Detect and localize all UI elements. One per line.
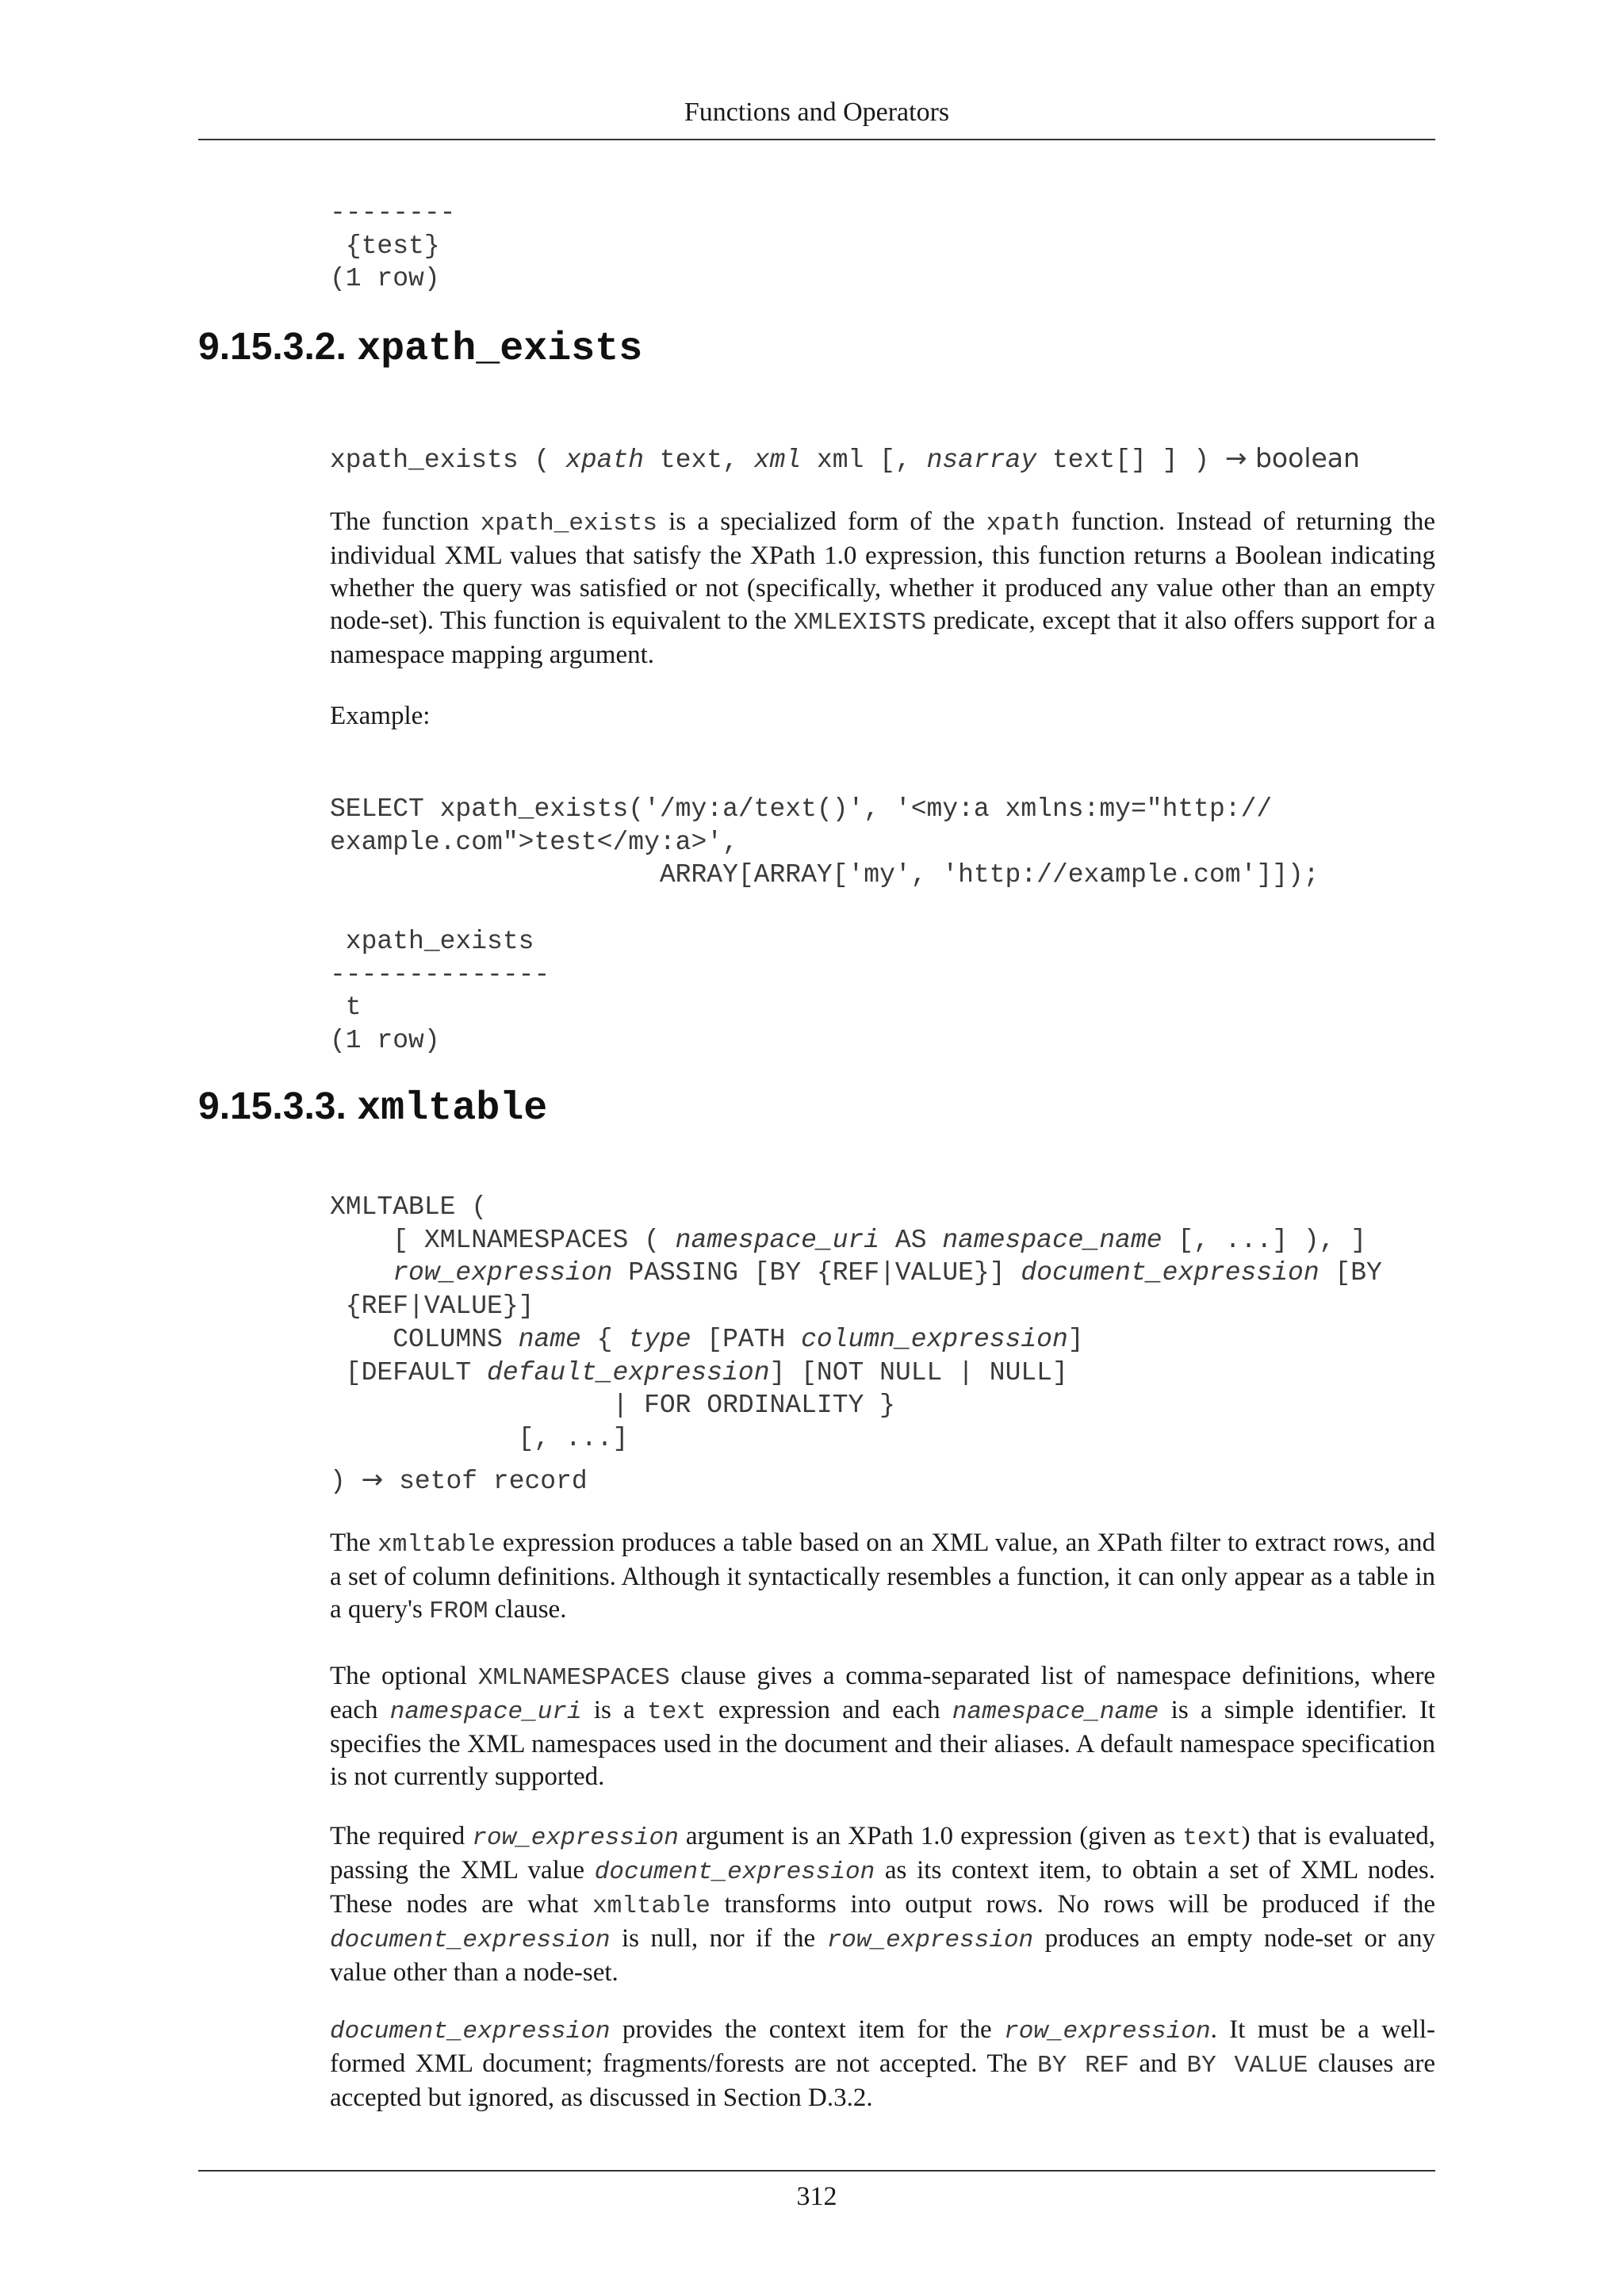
section-title: xpath_exists (357, 327, 643, 372)
returns-arrow-icon: → (1224, 442, 1247, 473)
section-number: 9.15.3.3. (198, 1085, 347, 1127)
synopsis-text: text, (644, 446, 754, 475)
paragraph-row-expression: The required row_expression argument is an XPath 1.0 expression (given as text) that is evaluated, passing the XML value document_expression as its context item, to obtain a set of XML nodes. These nodes are what xmltable transforms into output rows. No rows will be produced if the document_expression is null, nor if the row_expression produces an empty node-set or any value other than a node-set. (330, 1822, 1436, 1987)
returns-arrow-icon: → (361, 1464, 384, 1494)
section-title: xmltable (357, 1086, 548, 1131)
synopsis-text: xpath_exists ( (330, 446, 566, 475)
function-synopsis-xpath-exists (330, 441, 1360, 478)
function-synopsis-xmltable-return: ) → setof record (330, 1464, 588, 1496)
synopsis-param: xml (753, 446, 802, 475)
section-number: 9.15.3.2. (198, 326, 347, 368)
header-rule (198, 139, 1435, 140)
code-block-xpath-exists-example: SELECT xpath_exists('/my:a/text()', '<my:a xmlns:my="http:// example.com">test</my:a>', ARRAY[ARRAY['my', 'http://example.com']]); xpath_exists -------------- t (1 row) (330, 794, 1320, 1055)
page-header: Functions and Operators (684, 98, 950, 127)
page-number: 312 (796, 2182, 837, 2211)
section-heading-xpath-exists (198, 323, 642, 373)
synopsis-param: nsarray (926, 446, 1037, 475)
synopsis-return-type: boolean (1247, 442, 1360, 473)
footer-rule (198, 2170, 1435, 2172)
synopsis-param: xpath (565, 446, 645, 475)
paragraph-xmlnamespaces: The optional XMLNAMESPACES clause gives a comma-separated list of namespace definitions, where each namespace_uri is a text expression and each namespace_name is a simple identifier. It specifies the XML namespaces used in the document and their aliases. A default namespace specification is not currently supported. (330, 1662, 1435, 1791)
paragraph-document-expression: document_expression provides the context item for the row_expression. It must be a well-formed XML document; fragments/forests are not accepted. The BY REF and BY VALUE clauses are accepted but ignored, as discussed in Section D.3.2. (330, 2015, 1436, 2112)
section-heading-xmltable (198, 1083, 547, 1133)
function-synopsis-xmltable: XMLTABLE ( [ XMLNAMESPACES ( namespace_uri AS namespace_name [, ...] ), ] row_expression PASSING [BY {REF|VALUE}] document_expression [BY {REF|VALUE}] COLUMNS name { type [PATH column_expression] [DEFAULT default_expression] [NOT NULL | NULL] | FOR ORDINALITY } [, ...] (330, 1192, 1382, 1453)
synopsis-text: xml [, (801, 446, 927, 475)
paragraph-xmltable-description: The xmltable expression produces a table based on an XML value, an XPath filter to extract rows, and a set of column definitions. Although it syntactically resembles a function, it can only appear as a table in a query's FROM clause. (330, 1529, 1435, 1625)
example-label: Example: (330, 702, 431, 730)
code-block-result-top: -------- {test} (1 row) (330, 198, 456, 294)
paragraph-xpath-exists-description: The function xpath_exists is a specialized form of the xpath function. Instead of returning the individual XML values that satisfy the XPath 1.0 expression, this function returns a Boolean indicating whether the query was satisfied or not (specifically, whether it produced any value other than an empty node-set). This function is equivalent to the XMLEXISTS predicate, except that it also offers support for a namespace mapping argument. (330, 507, 1435, 669)
synopsis-text: text[] ] ) (1036, 446, 1225, 475)
